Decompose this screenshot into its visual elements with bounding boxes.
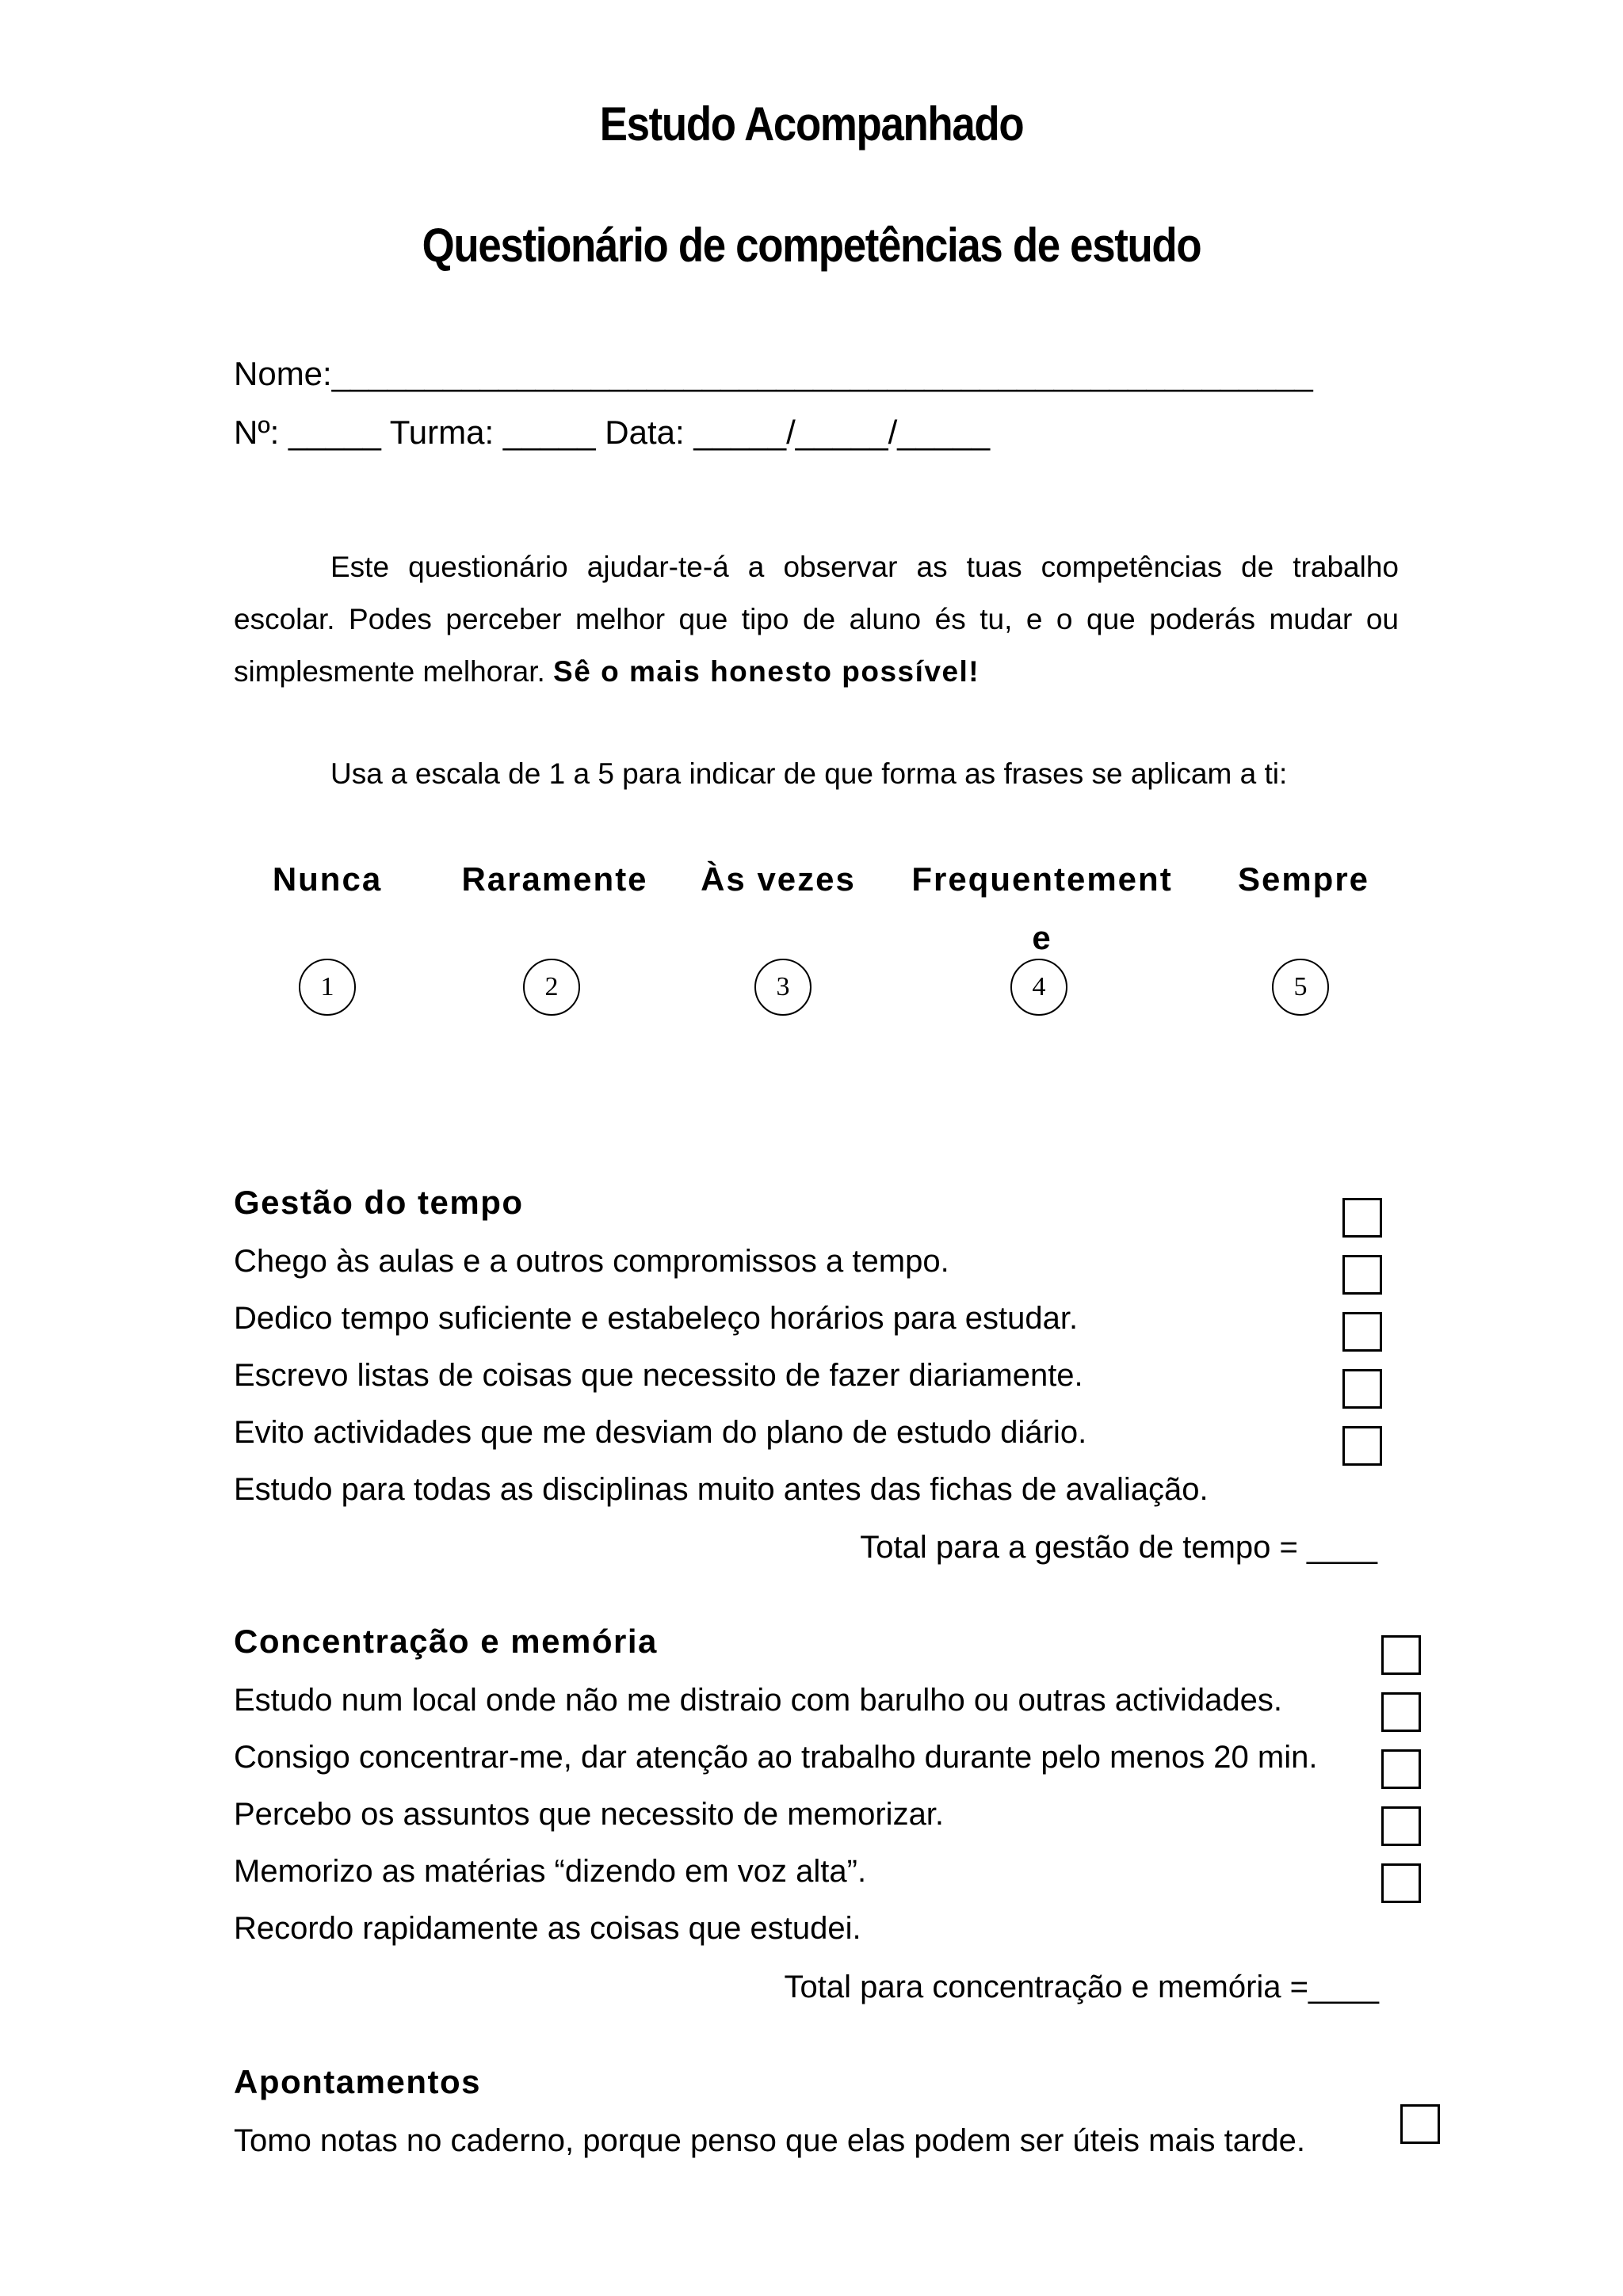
section-heading-notes: Apontamentos bbox=[234, 2063, 481, 2100]
scale-label-sometimes: Às vezes bbox=[701, 860, 856, 898]
list-item: Evito actividades que me desviam do plano de estudo diário. bbox=[234, 1415, 1087, 1450]
answer-checkbox[interactable] bbox=[1381, 1635, 1421, 1675]
answer-checkbox[interactable] bbox=[1381, 1749, 1421, 1789]
intro-emphasis: Sê o mais honesto possível! bbox=[553, 655, 980, 688]
answer-checkbox[interactable] bbox=[1342, 1312, 1382, 1352]
list-item: Tomo notas no caderno, porque penso que elas podem ser úteis mais tarde. bbox=[234, 2123, 1305, 2158]
scale-instruction: Usa a escala de 1 a 5 para indicar de que forma as frases se aplicam a ti: bbox=[330, 757, 1288, 790]
scale-circle-3: 3 bbox=[754, 959, 812, 1016]
document-title: Estudo Acompanhado bbox=[599, 97, 1024, 151]
scale-label-rarely: Raramente bbox=[461, 860, 648, 898]
list-item: Memorizo as matérias “dizendo em voz alta”. bbox=[234, 1854, 867, 1889]
list-item: Estudo num local onde não me distraio com barulho ou outras actividades. bbox=[234, 1683, 1282, 1718]
answer-checkbox[interactable] bbox=[1400, 2104, 1440, 2144]
answer-checkbox[interactable] bbox=[1381, 1692, 1421, 1732]
list-item: Chego às aulas e a outros compromissos a tempo. bbox=[234, 1244, 949, 1279]
scale-label-never: Nunca bbox=[272, 860, 383, 898]
scale-circle-5: 5 bbox=[1272, 959, 1329, 1016]
scale-circle-4: 4 bbox=[1010, 959, 1067, 1016]
document-subtitle: Questionário de competências de estudo bbox=[422, 219, 1201, 272]
section-heading-time-management: Gestão do tempo bbox=[234, 1184, 524, 1221]
intro-text: Este questionário ajudar-te-á a observar as tuas competências de trabalho escolar. Podes perceber melhor que tipo de aluno és tu, e o que poderás mudar ou simplesmente melhorar. bbox=[234, 551, 1399, 688]
list-item: Consigo concentrar-me, dar atenção ao trabalho durante pelo menos 20 min. bbox=[234, 1740, 1318, 1775]
answer-checkbox[interactable] bbox=[1342, 1369, 1382, 1409]
number-class-date-field[interactable]: Nº: _____ Turma: _____ Data: _____/_____/_____ bbox=[234, 414, 991, 451]
list-item: Recordo rapidamente as coisas que estudei. bbox=[234, 1911, 861, 1946]
scale-label-frequently-line1: Frequentement bbox=[911, 860, 1173, 898]
intro-paragraph bbox=[234, 541, 1399, 698]
section-total-concentration-memory: Total para concentração e memória =____ bbox=[784, 1970, 1379, 2004]
answer-checkbox[interactable] bbox=[1342, 1426, 1382, 1466]
list-item: Estudo para todas as disciplinas muito antes das fichas de avaliação. bbox=[234, 1472, 1209, 1507]
section-total-time-management: Total para a gestão de tempo = ____ bbox=[860, 1530, 1377, 1565]
scale-circle-2: 2 bbox=[523, 959, 580, 1016]
answer-checkbox[interactable] bbox=[1381, 1863, 1421, 1903]
section-heading-concentration-memory: Concentração e memória bbox=[234, 1623, 658, 1660]
list-item: Percebo os assuntos que necessito de memorizar. bbox=[234, 1797, 945, 1832]
answer-checkbox[interactable] bbox=[1342, 1198, 1382, 1238]
list-item: Escrevo listas de coisas que necessito de fazer diariamente. bbox=[234, 1358, 1083, 1393]
scale-circle-1: 1 bbox=[299, 959, 356, 1016]
name-field[interactable]: Nome:_____________________________________________________ bbox=[234, 355, 1313, 392]
answer-checkbox[interactable] bbox=[1381, 1806, 1421, 1846]
scale-label-frequently-line2: e bbox=[1032, 919, 1052, 956]
scale-label-always: Sempre bbox=[1237, 860, 1370, 898]
answer-checkbox[interactable] bbox=[1342, 1255, 1382, 1295]
list-item: Dedico tempo suficiente e estabeleço horários para estudar. bbox=[234, 1301, 1079, 1336]
